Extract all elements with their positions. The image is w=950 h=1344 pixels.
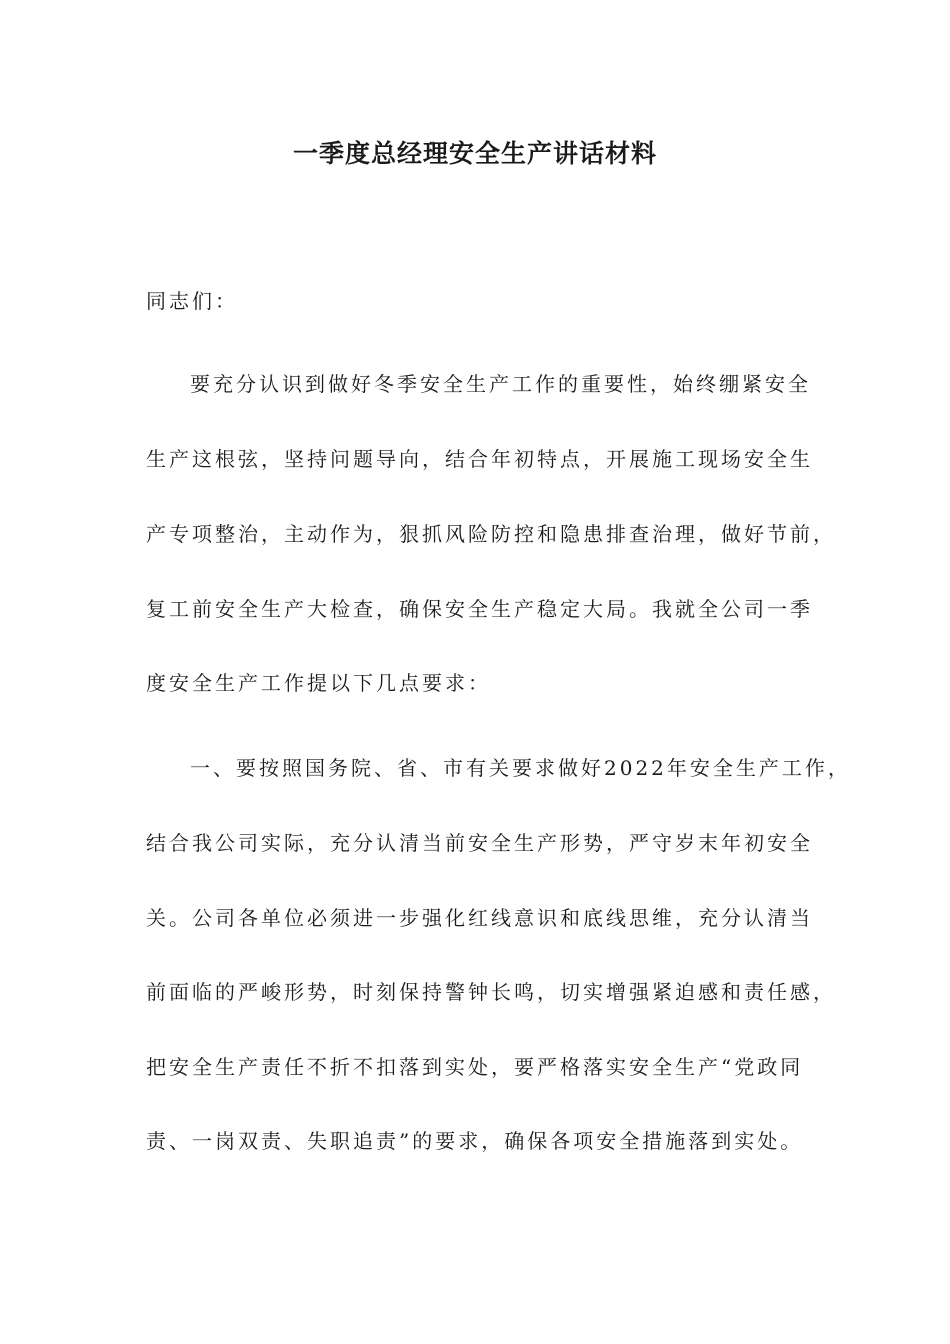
paragraph-line: 关。公司各单位必须进一步强化红线意识和底线思维，充分认清当: [146, 906, 813, 930]
salutation: 同志们：: [146, 289, 238, 313]
paragraph-line: 生产这根弦，坚持问题导向，结合年初特点，开展施工现场安全生: [146, 447, 813, 471]
paragraph-line: 复工前安全生产大检查，确保安全生产稳定大局。我就全公司一季: [146, 597, 813, 621]
paragraph-line: 一、要按照国务院、省、市有关要求做好2022年安全生产工作，: [190, 756, 851, 780]
paragraph-line: 结合我公司实际，充分认清当前安全生产形势，严守岁末年初安全: [146, 831, 813, 855]
paragraph-line: 前面临的严峻形势，时刻保持警钟长鸣，切实增强紧迫感和责任感，: [146, 980, 836, 1004]
paragraph-line: 要充分认识到做好冬季安全生产工作的重要性，始终绷紧安全: [190, 372, 811, 396]
paragraph-line: 度安全生产工作提以下几点要求：: [146, 671, 491, 695]
paragraph-line: 责、一岗双责、失职追责”的要求，确保各项安全措施落到实处。: [146, 1129, 804, 1153]
paragraph-line: 产专项整治，主动作为，狠抓风险防控和隐患排查治理，做好节前，: [146, 522, 836, 546]
paragraph-line: 把安全生产责任不折不扣落到实处，要严格落实安全生产“党政同: [146, 1055, 804, 1079]
document-title: 一季度总经理安全生产讲话材料: [292, 139, 657, 168]
